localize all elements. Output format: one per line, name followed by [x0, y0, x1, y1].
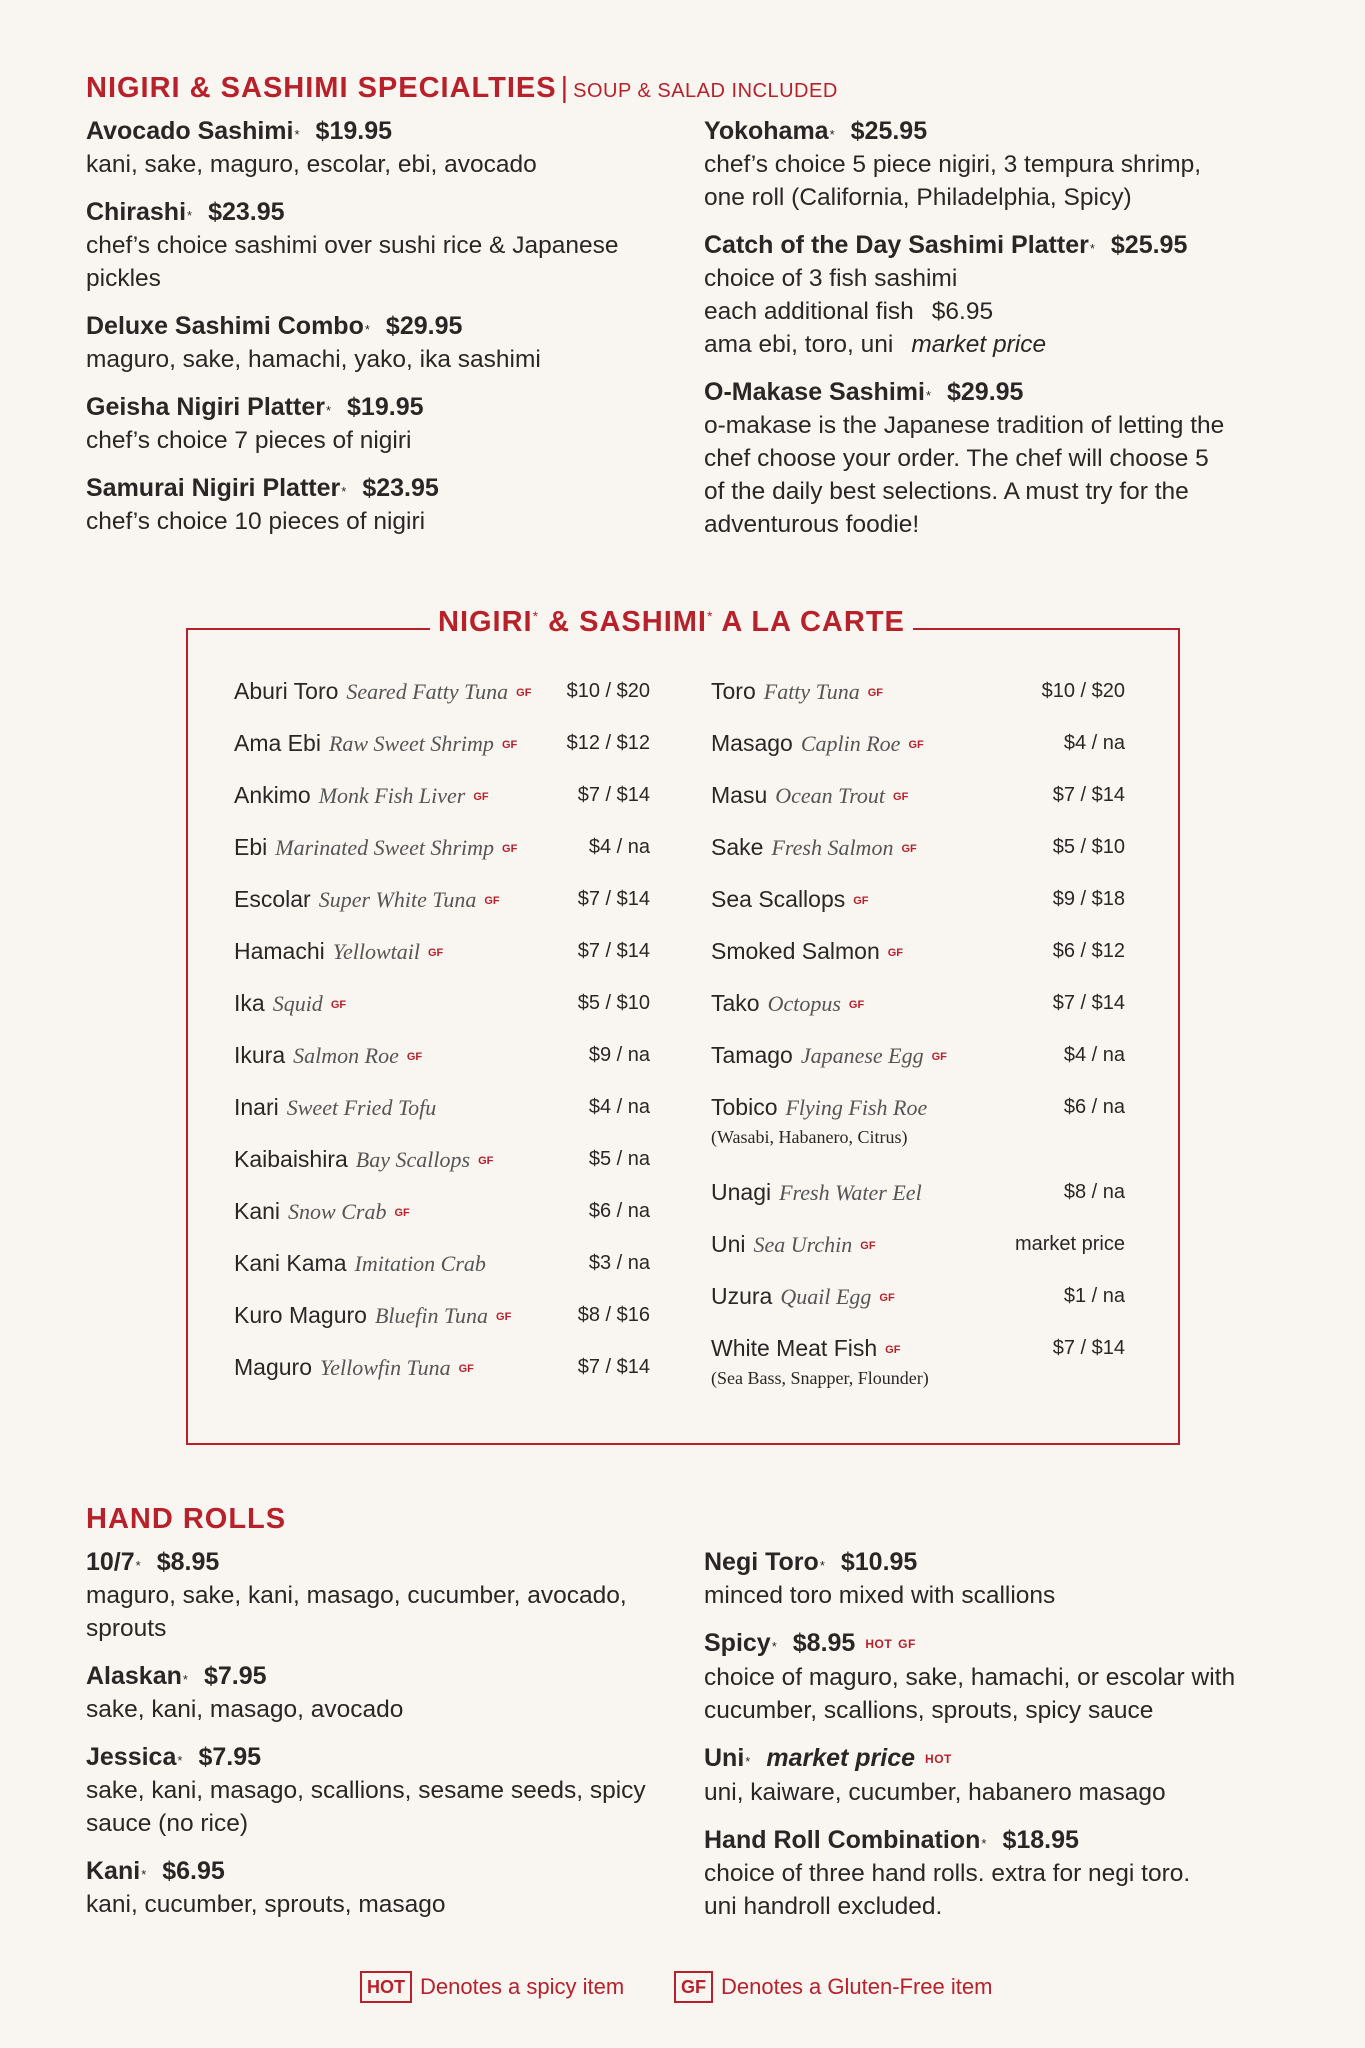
specialties-left-column [86, 115, 646, 553]
alacarte-row: Toro Fatty Tuna GF $10 / $20 [711, 678, 1125, 704]
alacarte-row: Inari Sweet Fried Tofu $4 / na [234, 1094, 650, 1120]
alacarte-row: Tamago Japanese Egg GF $4 / na [711, 1042, 1125, 1068]
menu-item: O-Makase Sashimi* $29.95 o-makase is the Japanese tradition of letting the chef choose your order. The chef will choose 5 of the daily best selections. A must try for the adventurous foodie! [704, 378, 1225, 538]
alacarte-row: Aburi Toro Seared Fatty Tuna GF $10 / $20 [234, 678, 650, 704]
gf-tag: GF [898, 1637, 916, 1651]
alacarte-row: Smoked Salmon GF $6 / $12 [711, 938, 1125, 964]
hot-badge: HOT [360, 1971, 412, 2003]
alacarte-left-column [234, 673, 650, 1401]
alacarte-row: Ikura Salmon Roe GF $9 / na [234, 1042, 650, 1068]
hot-tag: HOT [865, 1637, 893, 1651]
alacarte-row: Ama Ebi Raw Sweet Shrimp GF $12 / $12 [234, 730, 650, 756]
menu-item: Deluxe Sashimi Combo* $29.95 maguro, sake, hamachi, yako, ika sashimi [86, 312, 541, 373]
alacarte-row: Tako Octopus GF $7 / $14 [711, 990, 1125, 1016]
handrolls-left-column [86, 1546, 646, 1936]
alacarte-row: Kani Kama Imitation Crab $3 / na [234, 1250, 650, 1276]
hot-tag: HOT [925, 1752, 952, 1766]
legend-hot: HOT Denotes a spicy item [360, 1970, 624, 2004]
alacarte-row: Escolar Super White Tuna GF $7 / $14 [234, 886, 650, 912]
alacarte-row: Masago Caplin Roe GF $4 / na [711, 730, 1125, 756]
alacarte-row: Kaibaishira Bay Scallops GF $5 / na [234, 1146, 650, 1172]
menu-item: Geisha Nigiri Platter* $19.95 chef’s choice 7 pieces of nigiri [86, 393, 424, 454]
menu-item: Uni* market price HOT uni, kaiware, cucumber, habanero masago [704, 1744, 1166, 1806]
alacarte-title: NIGIRI* & SASHIMI* A LA CARTE [430, 606, 913, 639]
alacarte-row: Sea Scallops GF $9 / $18 [711, 886, 1125, 912]
menu-item: Kani* $6.95 kani, cucumber, sprouts, masago [86, 1857, 446, 1918]
menu-item: Hand Roll Combination* $18.95 choice of three hand rolls. extra for negi toro. uni handroll excluded. [704, 1826, 1191, 1920]
menu-item: Alaskan* $7.95 sake, kani, masago, avocado [86, 1662, 404, 1723]
menu-item: Avocado Sashimi* $19.95 kani, sake, maguro, escolar, ebi, avocado [86, 117, 537, 178]
specialties-right-column [704, 115, 1264, 556]
handrolls-right-column [704, 1546, 1264, 1938]
alacarte-row: Uni Sea Urchin GF market price [711, 1231, 1125, 1257]
alacarte-row: White Meat Fish GF $7 / $14 (Sea Bass, Snapper, Flounder) [711, 1335, 1125, 1388]
menu-item: Catch of the Day Sashimi Platter* $25.95 choice of 3 fish sashimi each additional fish $6.95 ama ebi, toro, uni market price [704, 231, 1188, 358]
alacarte-row: Hamachi Yellowtail GF $7 / $14 [234, 938, 650, 964]
alacarte-row: Ankimo Monk Fish Liver GF $7 / $14 [234, 782, 650, 808]
handrolls-title: HAND ROLLS [86, 1503, 287, 1535]
menu-item: 10/7* $8.95 maguro, sake, kani, masago, cucumber, avocado, sprouts [86, 1548, 627, 1642]
menu-item: Jessica* $7.95 sake, kani, masago, scallions, sesame seeds, spicy sauce (no rice) [86, 1743, 646, 1837]
alacarte-row: Ebi Marinated Sweet Shrimp GF $4 / na [234, 834, 650, 860]
alacarte-row: Ika Squid GF $5 / $10 [234, 990, 650, 1016]
alacarte-row: Sake Fresh Salmon GF $5 / $10 [711, 834, 1125, 860]
specialties-subtitle: SOUP & SALAD INCLUDED [573, 80, 838, 102]
legend-gf: GF Denotes a Gluten-Free item [674, 1970, 992, 2004]
alacarte-row: Tobico Flying Fish Roe $6 / na (Wasabi, Habanero, Citrus) [711, 1094, 1125, 1147]
alacarte-row: Masu Ocean Trout GF $7 / $14 [711, 782, 1125, 808]
alacarte-row: Uzura Quail Egg GF $1 / na [711, 1283, 1125, 1309]
menu-item: Yokohama* $25.95 chef’s choice 5 piece nigiri, 3 tempura shrimp, one roll (California, Philadelphia, Spicy) [704, 117, 1202, 211]
specialties-title: NIGIRI & SASHIMI SPECIALTIES | SOUP & SALAD INCLUDED [86, 72, 838, 104]
alacarte-row: Unagi Fresh Water Eel $8 / na [711, 1179, 1125, 1205]
gf-badge: GF [674, 1971, 713, 2003]
menu-item: Chirashi* $23.95 chef’s choice sashimi over sushi rice & Japanese pickles [86, 198, 619, 292]
alacarte-row: Kani Snow Crab GF $6 / na [234, 1198, 650, 1224]
alacarte-row: Kuro Maguro Bluefin Tuna GF $8 / $16 [234, 1302, 650, 1328]
menu-item: Spicy* $8.95 HOT GF choice of maguro, sake, hamachi, or escolar with cucumber, scallions, sprouts, spicy sauce [704, 1629, 1236, 1724]
alacarte-row: Maguro Yellowfin Tuna GF $7 / $14 [234, 1354, 650, 1380]
menu-item: Samurai Nigiri Platter* $23.95 chef’s choice 10 pieces of nigiri [86, 474, 439, 535]
alacarte-right-column [711, 673, 1125, 1415]
menu-item: Negi Toro* $10.95 minced toro mixed with scallions [704, 1548, 1056, 1609]
